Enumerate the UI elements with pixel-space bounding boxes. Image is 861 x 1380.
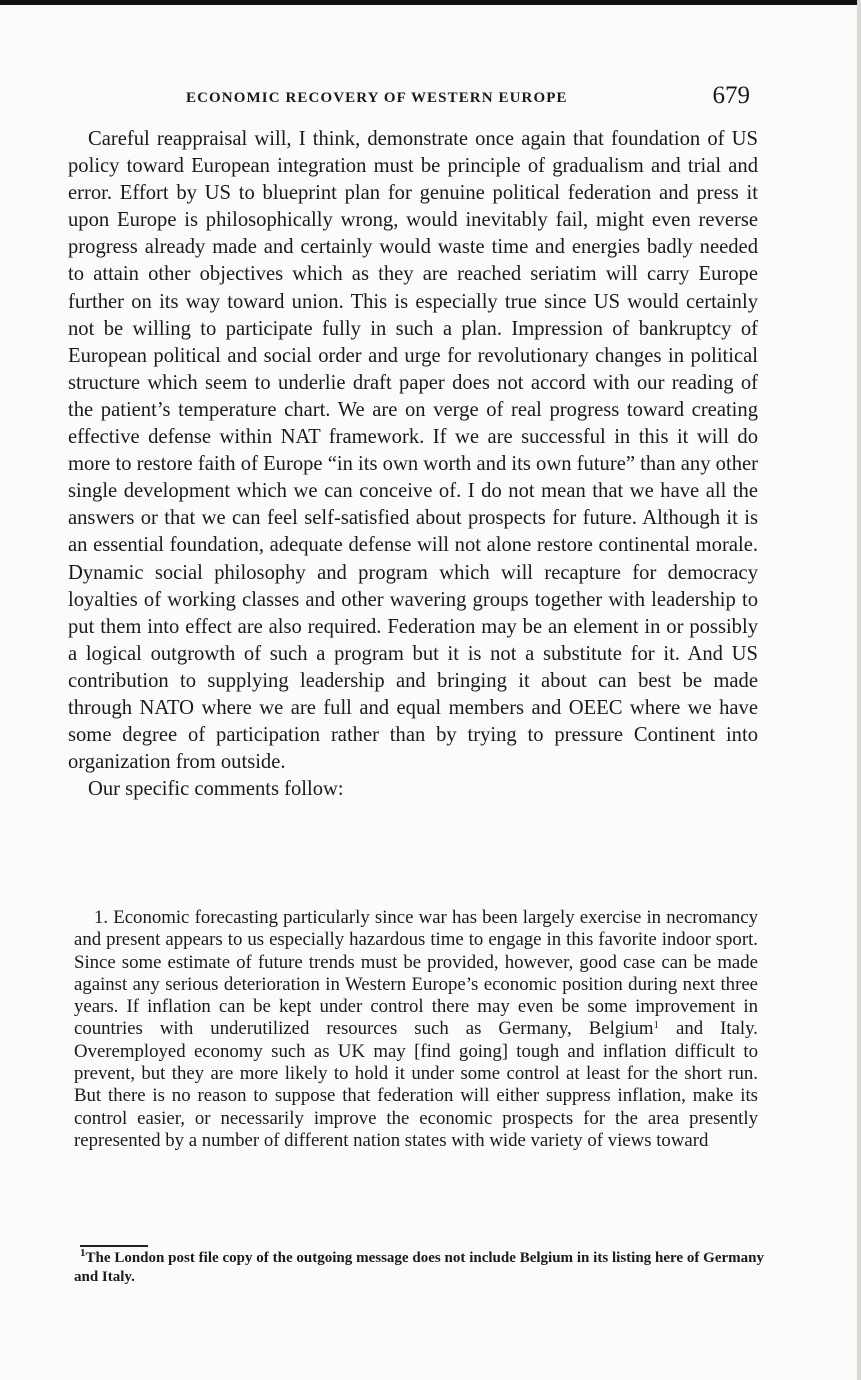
footnote [74, 1249, 764, 1287]
page-edge-shadow [857, 0, 861, 1380]
top-edge-rule [0, 0, 861, 5]
comment-1-paragraph [74, 907, 758, 1152]
comment-1-text-end: and Italy. Overemployed economy such as UK may [find going] tough and inflation difficult to prevent, but they are more likely to hold it under some control at least for the short run. But there is no reason to suppose that federation will either suppress inflation, make its control easier, or necessarily improve the economic prospects for the area presently represented by a number of different nation states with wide variety of views toward [74, 1018, 759, 1151]
main-text [68, 126, 758, 803]
comment-1-text-start: 1. Economic forecasting particularly since war has been largely exercise in necromancy and present appears to us especially hazardous time to engage in this favorite indoor sport. Since some estimate of future trends must be provided, however, good case can be made against any serious deterioration in Western Europe’s economic position during next three years. If inflation can be kept under control there may even be some improvement in countries with underutilized resources such as Germany, Belgium [74, 907, 758, 1040]
numbered-comment-1 [74, 907, 758, 1152]
footnote-paragraph [74, 1249, 764, 1287]
running-title: ECONOMIC RECOVERY OF WESTERN EUROPE [186, 90, 568, 106]
footnote-divider [80, 1245, 148, 1247]
page-number: 679 [712, 82, 750, 109]
footnote-reference: 1 [653, 1019, 659, 1032]
paragraph-specific-comments: Our specific comments follow: [88, 778, 344, 801]
footnote-text: The London post file copy of the outgoing message does not include Belgium in its listing here of Germany and Italy. [74, 1250, 764, 1285]
paragraph-reappraisal: Careful reappraisal will, I think, demonstrate once again that foundation of US policy toward European integration must be principle of gradualism and trial and error. Effort by US to blueprint plan for genuine political federation and press it upon Europe is philosophically wrong, would inevitably fail, might even reverse progress already made and certainly would waste time and energies badly needed to attain other objectives which as they are reached seriatim will carry Europe further on its way toward union. This is especially true since US would certainly not be willing to participate fully in such a plan. Impression of bankruptcy of European political and social order and urge for revolutionary changes in political structure which seem to underlie draft paper does not accord with our reading of the patient’s temperature chart. We are on verge of real progress toward creating effective defense within NAT framework. If we are successful in this it will do more to restore faith of Europe “in its own worth and its own future” than any other single development which we can conceive of. I do not mean that we have all the answers or that we can feel self-satisfied about prospects for future. Although it is an essential foundation, adequate defense will not alone restore continental morale. Dynamic social philosophy and program which will recapture for democracy loyalties of working classes and other wavering groups together with leadership to put them into effect are also required. Federation may be an element in or possibly a logical outgrowth of such a program but it is not a substitute for it. And US contribution to supplying leadership and bringing it about can best be made through NATO where we are full and equal members and OEEC where we have some degree of participation rather than by trying to pressure Continent into organization from outside. [68, 128, 758, 774]
footnote-marker: 1 [80, 1247, 86, 1259]
page-header [68, 82, 758, 116]
